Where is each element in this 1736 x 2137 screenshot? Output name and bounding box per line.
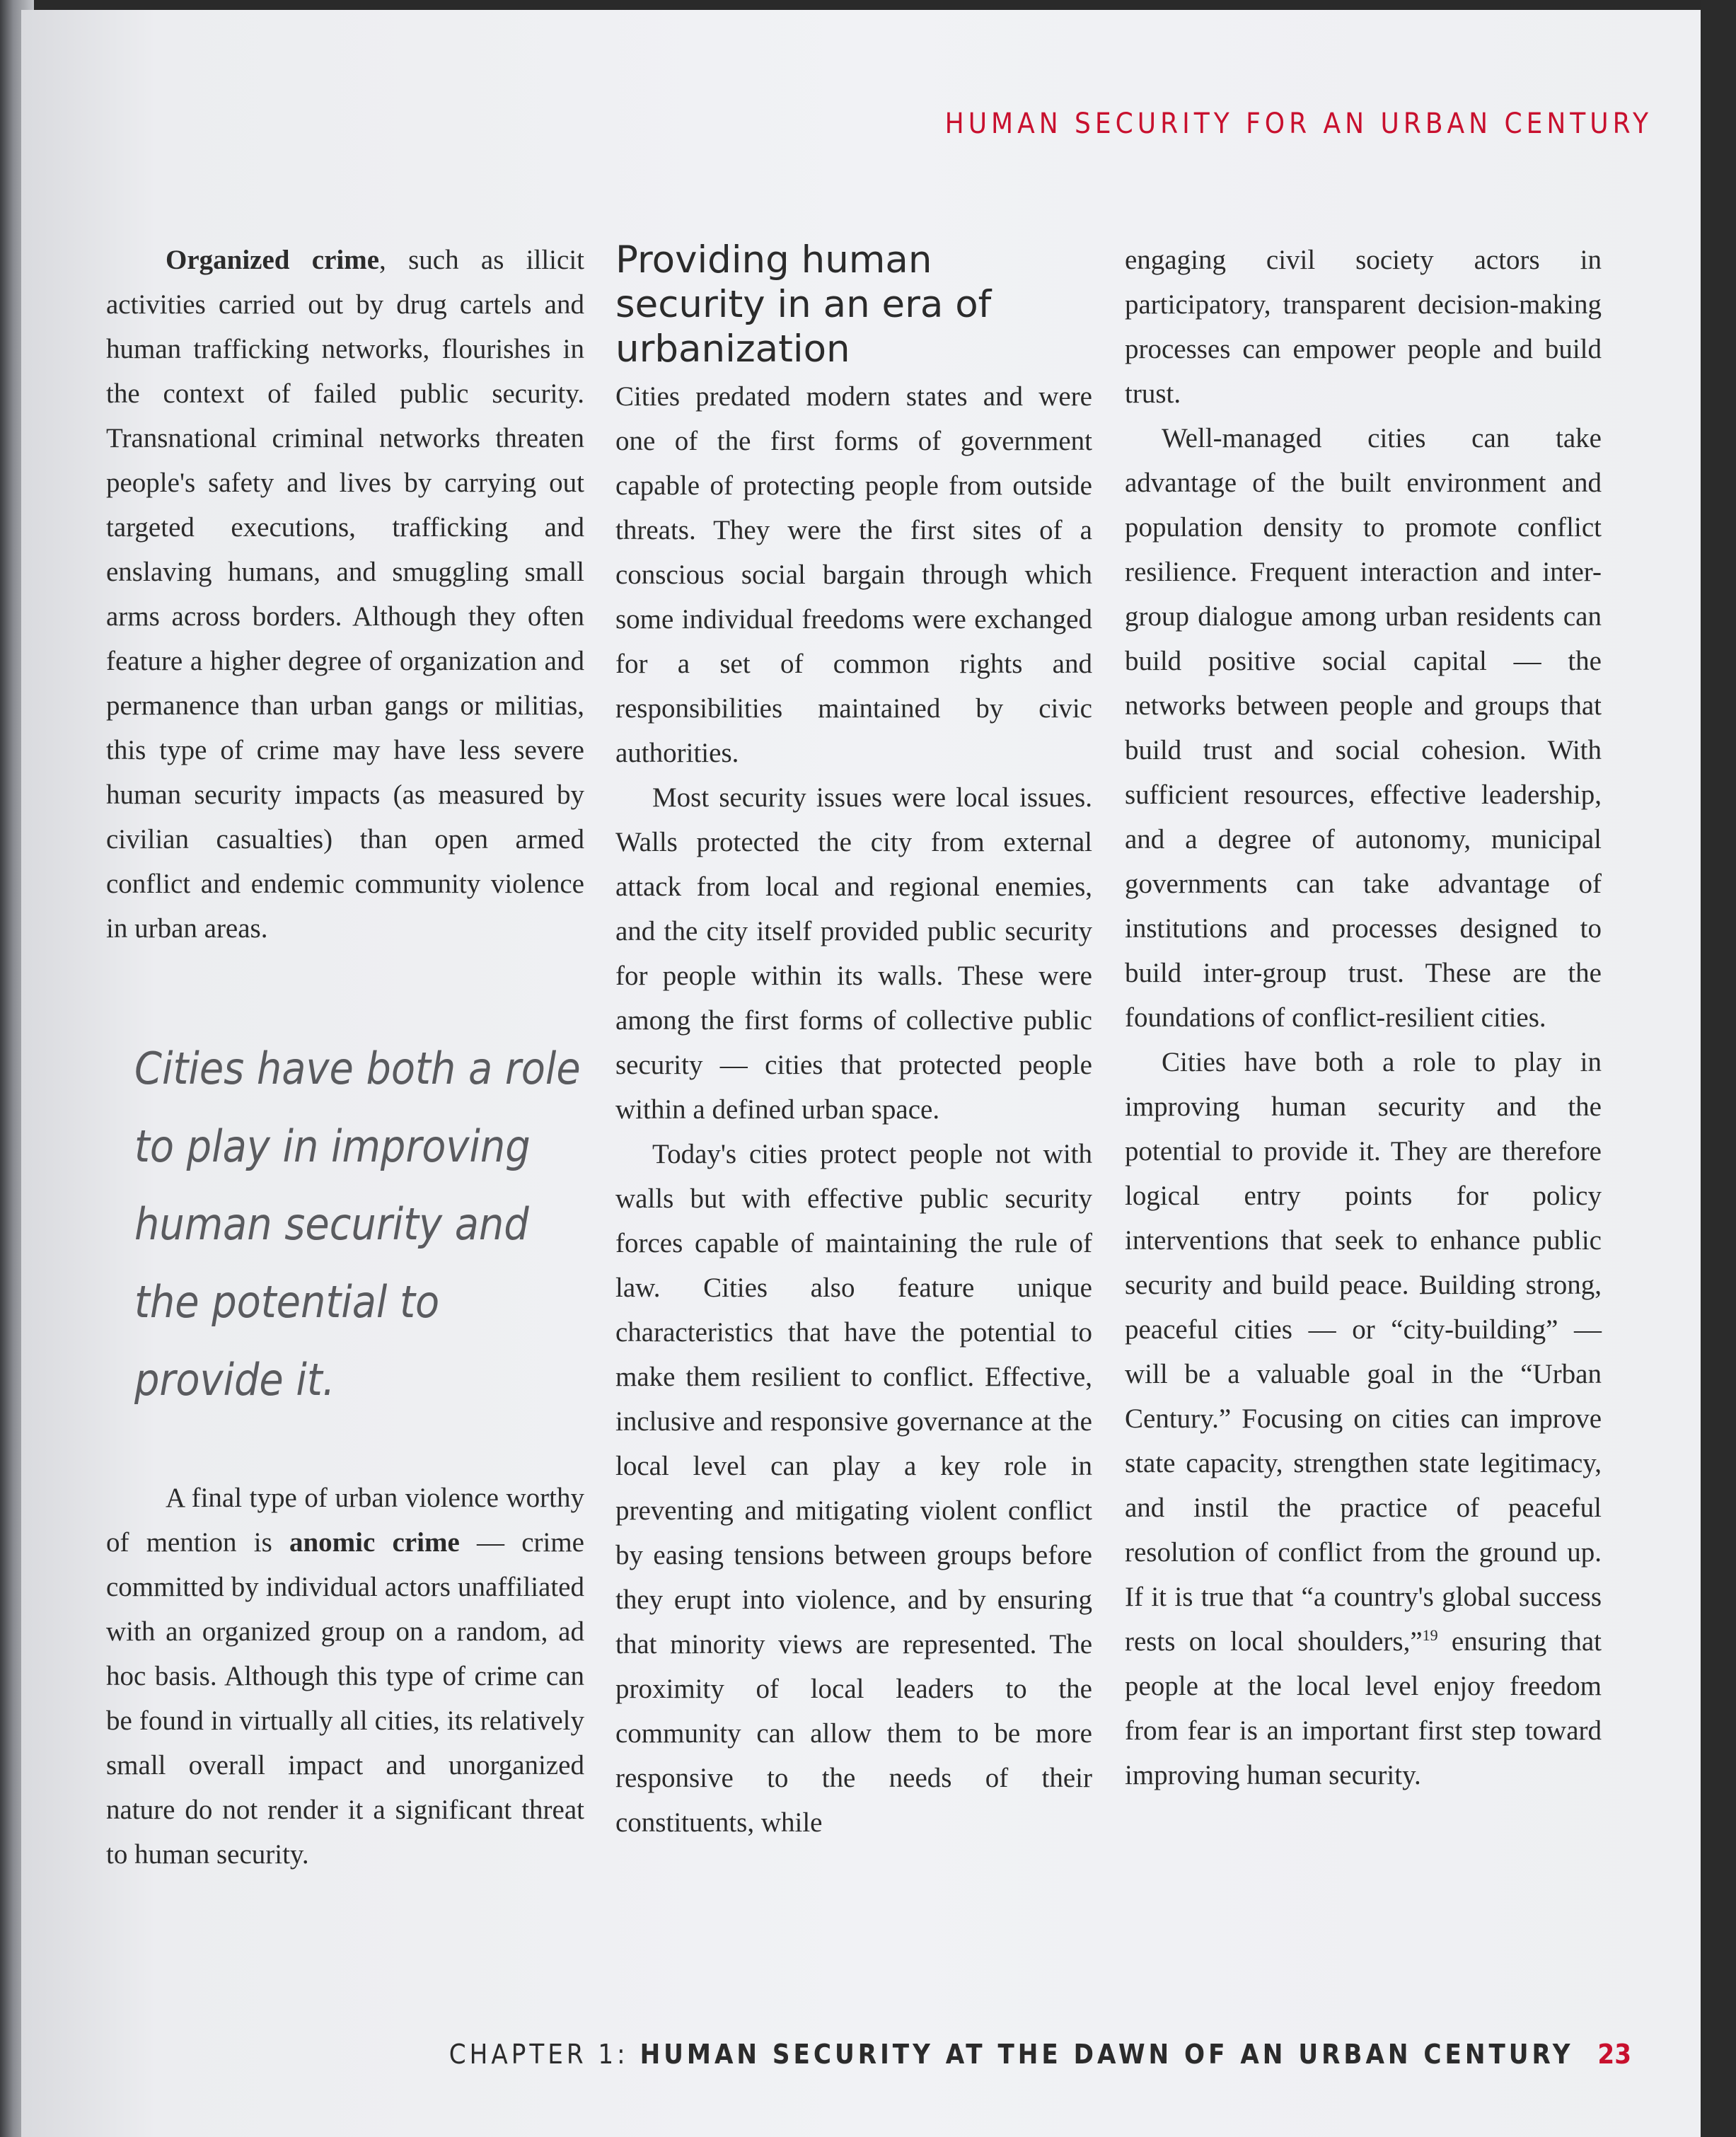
chapter-label: CHAPTER 1: bbox=[449, 2039, 629, 2070]
anomic-crime-term: anomic crime bbox=[289, 1527, 460, 1558]
column-2 bbox=[615, 238, 1092, 1845]
body-paragraph: Most security issues were local issues. Walls protected the city from external attack from local and regional enemies, and the city itself provided public security for people within its walls. These were among the first forms of collective public security — cities that protected people within a defined urban space. bbox=[615, 782, 1092, 1125]
body-paragraph: Cities predated modern states and were one of the first forms of government capable of protecting people from outside threats. They were the first sites of a conscious social bargain through which some individual freedoms were exchanged for a set of common rights and responsibilities maintained by civic authorities. bbox=[615, 381, 1092, 768]
section-heading: Providing human security in an era of urbanization bbox=[615, 238, 992, 371]
pull-quote: Cities have both a role to play in improving human security and the potential to provide it. bbox=[134, 1043, 581, 1406]
anomic-crime-paragraph bbox=[106, 1476, 584, 1877]
organized-crime-text: , such as illicit activities carried out by drug cartels and human trafficking networks, flourishes in the context of failed public security. Transnational criminal networks threaten people's safety and lives by carrying out targeted executions, trafficking and enslaving humans, and smuggling small arms across borders. Although they often feature a higher degree of organization and permanence than urban gangs or militias, this type of crime may have less severe human security impacts (as measured by civilian casualties) than open armed conflict and endemic community violence in urban areas. bbox=[106, 245, 584, 944]
chapter-title: HUMAN SECURITY AT THE DAWN OF AN URBAN CENTURY bbox=[640, 2039, 1574, 2070]
body-paragraph: engaging civil society actors in participatory, transparent decision-making processes can empower people and build trust. bbox=[1125, 245, 1602, 409]
body-text: Cities have both a role to play in improving human security and the potential to provide it. They are therefore logical entry points for policy interventions that seek to enhance public security and build peace. Building strong, peaceful cities — or “city-building” — will be a valuable goal in the “Urban Century.” Focusing on cities can improve state capacity, strengthen state legitimacy, and instil the practice of peaceful resolution of conflict from the ground up. If it is true that “a country's global success rests on local shoulders,” bbox=[1125, 1047, 1602, 1657]
anomic-crime-text-rest: — crime committed by individual actors unaffiliated with an organized group on a random, ad hoc basis. Although this type of crime can be found in virtually all cities, its relatively small overall impact and unorganized nature do not render it a significant threat to human security. bbox=[106, 1527, 584, 1870]
body-paragraph: Well-managed cities can take advantage of the built environment and population density to promote conflict resilience. Frequent interaction and inter-group dialogue among urban residents can build positive social capital — the networks between people and groups that build trust and social cohesion. With sufficient resources, effective leadership, and a degree of autonomy, municipal governments can take advantage of institutions and processes designed to build inter-group trust. These are the foundations of conflict-resilient cities. bbox=[1125, 423, 1602, 1033]
page-edge-background bbox=[1701, 0, 1736, 2137]
organized-crime-paragraph bbox=[106, 238, 584, 951]
column-1 bbox=[106, 238, 584, 1877]
running-header: HUMAN SECURITY FOR AN URBAN CENTURY bbox=[944, 108, 1653, 140]
page-footer bbox=[449, 2039, 1631, 2070]
footnote-reference: 19 bbox=[1422, 1626, 1438, 1644]
anomic-crime-text-start: A final type of urban violence worthy of mention is bbox=[106, 1483, 584, 1558]
organized-crime-term: Organized crime bbox=[166, 245, 380, 275]
body-paragraph bbox=[1125, 1040, 1602, 1797]
page-number: 23 bbox=[1597, 2039, 1631, 2070]
column-3 bbox=[1125, 238, 1602, 1797]
body-text: ensuring that people at the local level enjoy freedom from fear is an important first step toward improving human security. bbox=[1125, 1626, 1602, 1790]
body-paragraph: Today's cities protect people not with walls but with effective public security forces capable of maintaining the rule of law. Cities also feature unique characteristics that have the potential to make them resilient to conflict. Effective, inclusive and responsive governance at the local level can play a key role in preventing and mitigating violent conflict by easing tensions between groups before they erupt into violence, and by ensuring that minority views are represented. The proximity of local leaders to the community can allow them to be more responsive to the needs of their constituents, while bbox=[615, 1139, 1092, 1838]
